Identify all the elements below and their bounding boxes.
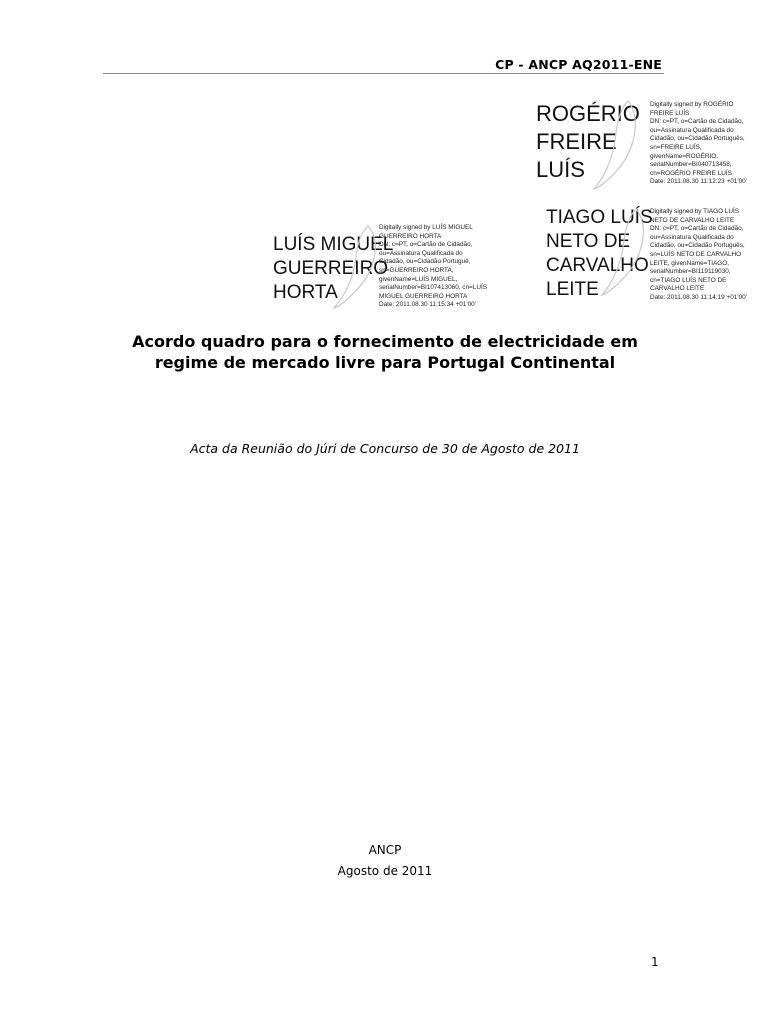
signer-name: ROGÉRIO FREIRE LUÍS bbox=[536, 101, 640, 182]
signer-name: LUÍS MIGUEL GUERREIRO HORTA bbox=[273, 234, 394, 303]
signature-flourish-icon bbox=[330, 222, 380, 310]
signature-flourish-icon bbox=[598, 205, 648, 297]
signature-details: Digitally signed by ROGÉRIO FREIRE LUÍS DN: c=PT, o=Cartão de Cidadão, ou=Assinatura Qualificada do Cidadão, ou=Cidadão Português, sn=FREIRE LUÍS, givenName=ROGÉRIO, serialNumber=BI040713458, cn=ROGÉRIO FREIRE LUÍS Date: 2011.08.30 11:12:23 +01'00' bbox=[650, 101, 747, 186]
header-rule bbox=[103, 73, 664, 74]
footer-organization: ANCP bbox=[368, 843, 402, 857]
page-number: 1 bbox=[651, 955, 659, 969]
document-subtitle: Acta da Reunião do Júri de Concurso de 30 de Agosto de 2011 bbox=[190, 441, 580, 456]
footer-date: Agosto de 2011 bbox=[337, 864, 433, 878]
document-code: CP - ANCP AQ2011-ENE bbox=[495, 57, 662, 72]
signature-details: Digitally signed by TIAGO LUÍS NETO DE CARVALHO LEITE DN: c=PT, o=Cartão de Cidadão, ou=Assinatura Qualificada do Cidadão, ou=Cidadão Português, sn=LUÍS NETO DE CARVALHO LEITE, givenName=TIAGO, serialNumber=BI119119030, cn=TIAGO LUÍS NETO DE CARVALHO LEITE Date: 2011.08.30 11:14:19 +01'00' bbox=[650, 208, 747, 301]
signer-name: TIAGO LUÍS NETO DE CARVALHO LEITE bbox=[546, 207, 653, 300]
document-title: Acordo quadro para o fornecimento de electricidade em regime de mercado livre para Portugal Continental bbox=[132, 332, 638, 372]
signature-details: Digitally signed by LUÍS MIGUEL GUERREIRO HORTA DN: c=PT, o=Cartão de Cidadão, ou=Assinatura Qualificada do Cidadão, ou=Cidadão Portuguê, sn=GUERREIRO HORTA, givenName=LUÍS MIGUEL, serialNumber=BI107413060, cn=LUÍS MIGUEL GUERREIRO HORTA Date: 2011.08.30 11:15:34 +01'00' bbox=[379, 224, 487, 309]
signature-flourish-icon bbox=[590, 97, 640, 192]
